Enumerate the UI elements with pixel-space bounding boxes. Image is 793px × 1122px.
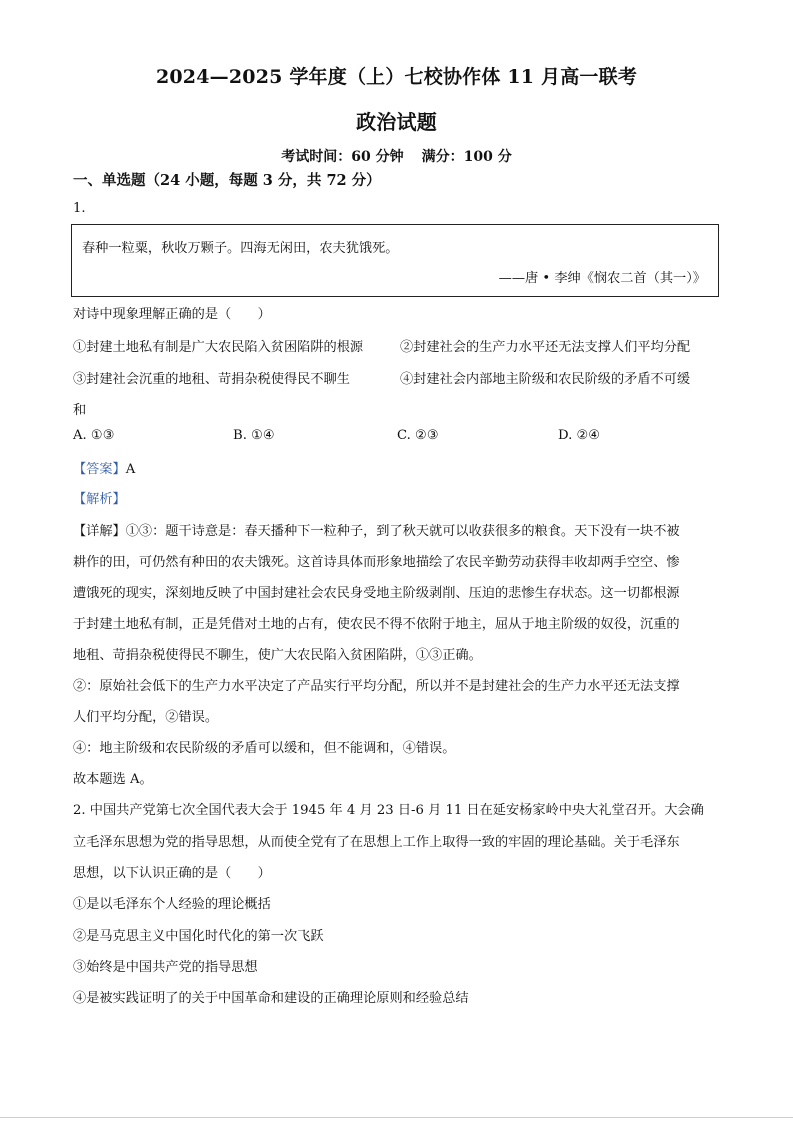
q2-item: ④是被实践证明了的关于中国革命和建设的正确理论原则和经验总结 [73,991,469,1006]
q1-option-b: B. ①④ [233,428,275,443]
exam-info [0,146,793,166]
analysis-line: 遭饿死的现实，深刻地反映了中国封建社会农民身受地主阶级剥削、压迫的悲惨生存状态。这一切都根源 [73,586,680,601]
poem-quote: 春种一粒粟，秋收万颗子。四海无闲田，农夫犹饿死。 [82,241,399,256]
q1-item-2: ②封建社会的生产力水平还无法支撑人们平均分配 [400,340,691,355]
analysis-line: 地租、苛捐杂税使得民不聊生，使广大农民陷入贫困陷阱，①③正确。 [73,648,482,663]
analysis-line: ④：地主阶级和农民阶级的矛盾可以缓和，但不能调和，④错误。 [73,741,456,756]
subject-title: 政治试题 [356,110,437,134]
q2-stem-line: 思想，以下认识正确的是（ ） [73,866,271,881]
q1-answer [73,460,723,480]
q1-option-c: C. ②③ [397,428,439,443]
q2-item: ②是马克思主义中国化时代化的第一次飞跃 [73,929,324,944]
q1-item-3: ③封建社会沉重的地租、苛捐杂税使得民不聊生 [73,372,350,387]
q1-option-a: A. ①③ [73,428,115,443]
q1-option-d: D. ②④ [558,428,601,443]
q2-stem-line: 立毛泽东思想为党的指导思想，从而使全党有了在思想上工作上取得一致的牢固的理论基础。关于毛泽东 [73,835,680,850]
exam-time: 考试时间：60 分钟 [281,149,404,165]
section-heading: 一、单选题（24 小题，每题 3 分，共 72 分） [73,172,381,189]
analysis-tag: 【解析】 [73,492,126,507]
q1-item-1: ①封建土地私有制是广大农民陷入贫困陷阱的根源 [73,340,364,355]
full-score: 满分：100 分 [421,149,512,165]
q2-item: ③始终是中国共产党的指导思想 [73,960,258,975]
analysis-line: 人们平均分配，②错误。 [73,710,219,725]
analysis-line: ②：原始社会低下的生产力水平决定了产品实行平均分配，所以并不是封建社会的生产力水平还无法支撑 [73,679,680,694]
analysis-line: 于封建土地私有制，正是凭借对土地的占有，使农民不得不依附于地主，屈从于地主阶级的奴役，沉重的 [73,617,680,632]
q2-item: ①是以毛泽东个人经验的理论概括 [73,897,271,912]
q2-stem-line: 2. 中国共产党第七次全国代表大会于 1945 年 4 月 23 日-6 月 11 日在延安杨家岭中央大礼堂召开。大会确 [73,803,704,818]
answer-tag: 【答案】 [73,462,126,477]
analysis-line: 【详解】①③：题干诗意是：春天播种下一粒种子，到了秋天就可以收获很多的粮食。天下没有一块不被 [73,524,680,539]
analysis-line: 故本题选 A。 [73,772,153,787]
exam-title: 2024—2025 学年度（上）七校协作体 11 月高一联考 [155,66,638,88]
poem-source: ——唐 • 李绅《悯农二首（其一）》 [498,271,706,286]
analysis-line: 耕作的田，可仍然有种田的农夫饿死。这首诗具体而形象地描绘了农民辛勤劳动获得丰收却两手空空、惨 [73,555,680,570]
q1-item-4: ④封建社会内部地主阶级和农民阶级的矛盾不可缓 [400,372,691,387]
q1-number: 1. [73,201,86,216]
q1-stem: 对诗中现象理解正确的是（ ） [73,307,271,322]
quote-box [71,224,719,297]
page-bottom-divider [0,1117,793,1118]
answer-value: A [125,462,136,477]
q1-item-4-cont: 和 [73,403,87,418]
